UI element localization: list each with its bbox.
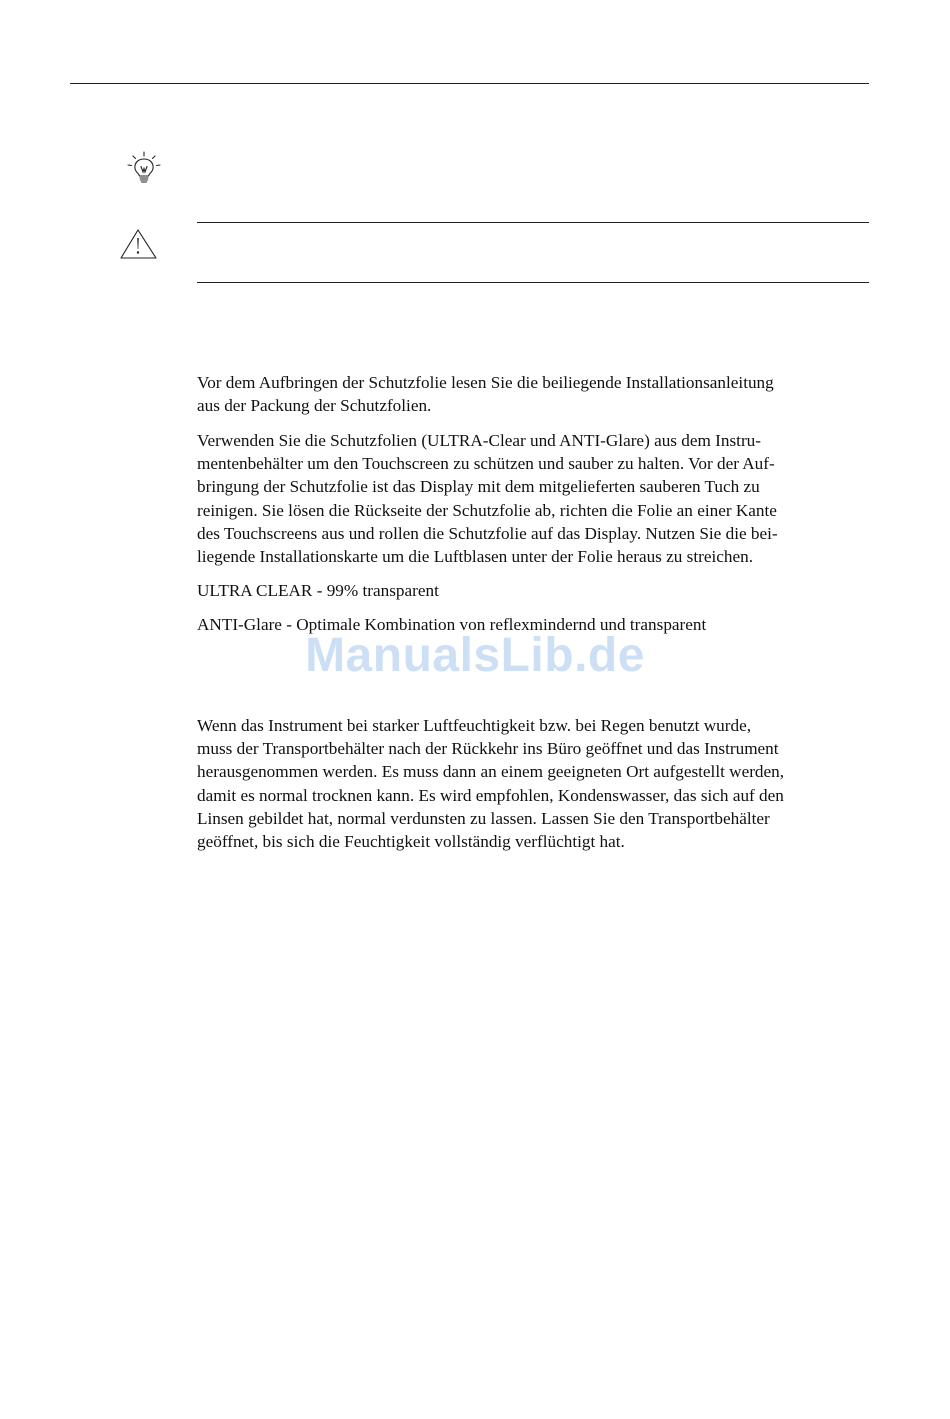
text-line: Verwenden Sie die Schutzfolien (ULTRA-Clear und ANTI-Glare) aus dem Instru-: [197, 431, 762, 450]
text-line: ULTRA CLEAR - 99% transparent: [197, 581, 439, 600]
warning-rule-top: [197, 222, 869, 223]
text-line: aus der Packung der Schutzfolien.: [197, 396, 432, 416]
text-line: damit es normal trocknen kann. Es wird empfohlen, Kondenswasser, das sich auf den: [197, 785, 784, 805]
moisture-paragraph: [197, 714, 869, 853]
warning-triangle-icon: [118, 226, 160, 262]
text-line: Vor dem Aufbringen der Schutzfolie lesen Sie die beiliegende Installationsanleitung: [197, 373, 774, 392]
text-line: liegende Installationskarte um die Luftblasen unter der Folie heraus zu streichen.: [197, 547, 754, 567]
lightbulb-icon: [124, 150, 164, 190]
text-line: geöffnet, bis sich die Feuchtigkeit vollständig verflüchtigt hat.: [197, 832, 625, 852]
text-line: Linsen gebildet hat, normal verdunsten zu lassen. Lassen Sie den Transportbehälter: [197, 808, 770, 828]
ultra-clear-paragraph: [197, 579, 869, 602]
watermark: ManualsLib.de: [305, 629, 645, 682]
text-line: ANTI-Glare - Optimale Kombination von reflexmindernd und transparent: [197, 615, 707, 634]
warning-rule-bottom: [197, 282, 869, 283]
text-line: Wenn das Instrument bei starker Luftfeuchtigkeit bzw. bei Regen benutzt wurde,: [197, 716, 752, 735]
install-steps-paragraph: [197, 429, 869, 568]
install-intro-paragraph: [197, 371, 869, 417]
text-line: reinigen. Sie lösen die Rückseite der Schutzfolie ab, richten die Folie an einer Kante: [197, 500, 777, 520]
text-line: bringung der Schutzfolie ist das Display mit dem mitgelieferten sauberen Tuch zu: [197, 477, 760, 497]
text-line: mentenbehälter um den Touchscreen zu schützen und sauber zu halten. Vor der Auf-: [197, 454, 775, 474]
text-line: des Touchscreens aus und rollen die Schutzfolie auf das Display. Nutzen Sie die bei-: [197, 523, 778, 543]
header-rule: [70, 83, 869, 84]
text-line: herausgenommen werden. Es muss dann an einem geeigneten Ort aufgestellt werden,: [197, 762, 785, 782]
text-line: muss der Transportbehälter nach der Rückkehr ins Büro geöffnet und das Instrument: [197, 739, 779, 759]
